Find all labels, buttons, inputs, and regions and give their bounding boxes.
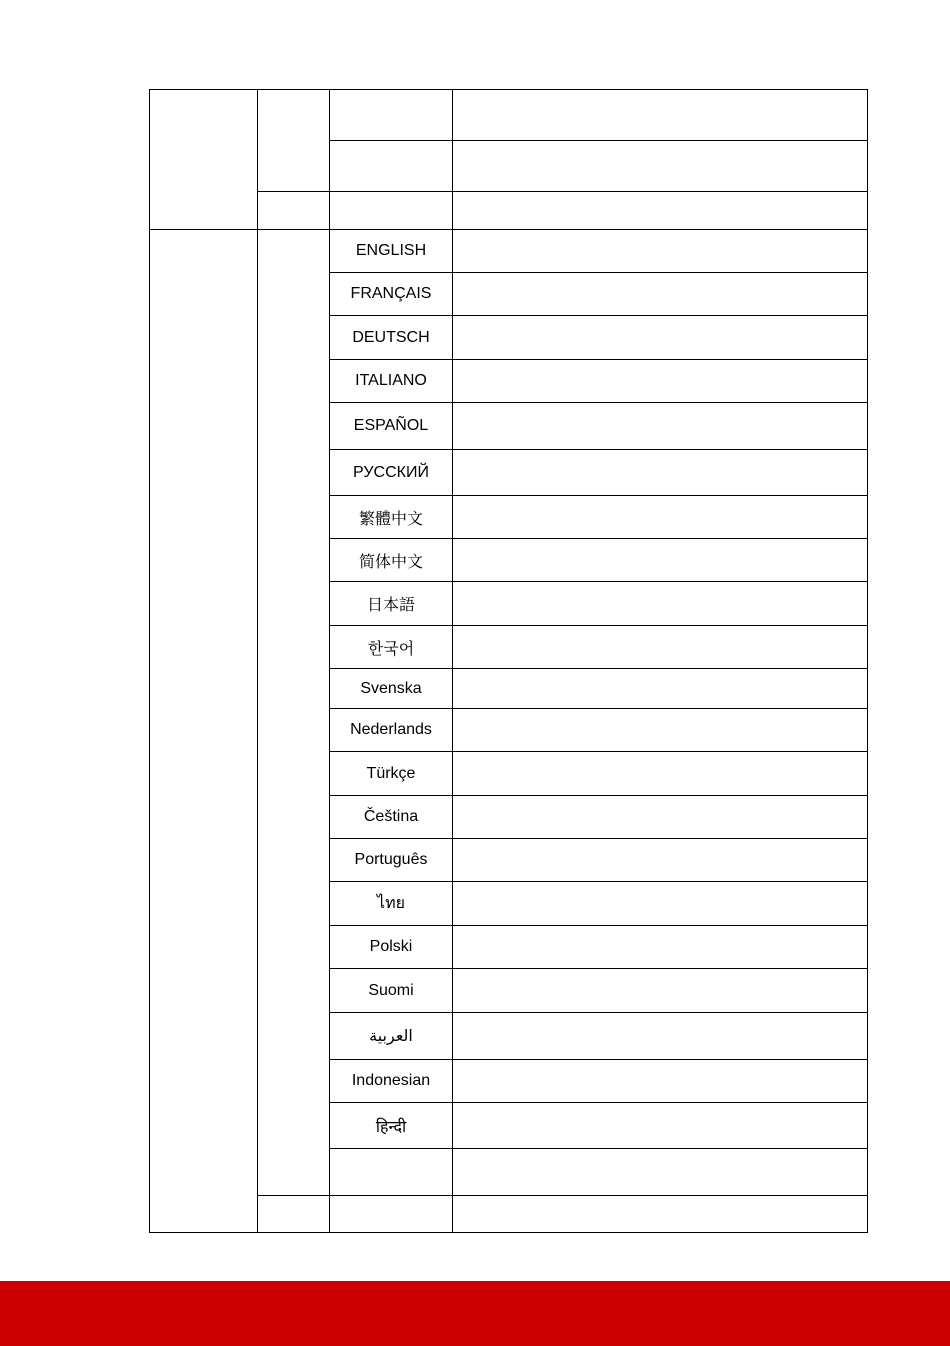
description-cell xyxy=(453,969,868,1013)
language-option: Nederlands xyxy=(330,709,453,752)
osd-menu-table xyxy=(149,89,868,1233)
language-option: РУССКИЙ xyxy=(330,450,453,496)
description-cell xyxy=(453,403,868,450)
table-row xyxy=(150,90,868,141)
language-option: ไทย xyxy=(330,882,453,926)
submenu-cell xyxy=(258,90,330,192)
table-row xyxy=(150,1196,868,1233)
language-option: العربية xyxy=(330,1013,453,1060)
description-cell xyxy=(453,582,868,626)
language-option xyxy=(330,1149,453,1196)
language-option: Polski xyxy=(330,926,453,969)
language-option: 한국어 xyxy=(330,626,453,669)
language-option: Suomi xyxy=(330,969,453,1013)
menu-category-cell xyxy=(150,230,258,1233)
description-cell xyxy=(453,141,868,192)
submenu-cell xyxy=(258,230,330,1196)
description-cell xyxy=(453,450,868,496)
description-cell xyxy=(453,626,868,669)
description-cell xyxy=(453,316,868,360)
language-option: Português xyxy=(330,839,453,882)
description-cell xyxy=(453,669,868,709)
language-option: Türkçe xyxy=(330,752,453,796)
submenu-cell xyxy=(258,192,330,230)
language-option: Indonesian xyxy=(330,1060,453,1103)
option-cell xyxy=(330,1196,453,1233)
language-option: 日本語 xyxy=(330,582,453,626)
description-cell xyxy=(453,230,868,273)
language-option: 繁體中文 xyxy=(330,496,453,539)
table-row xyxy=(150,192,868,230)
option-cell xyxy=(330,90,453,141)
option-cell xyxy=(330,192,453,230)
description-cell xyxy=(453,192,868,230)
footer-bar xyxy=(0,1281,950,1346)
description-cell xyxy=(453,90,868,141)
description-cell xyxy=(453,1060,868,1103)
description-cell xyxy=(453,273,868,316)
language-option: DEUTSCH xyxy=(330,316,453,360)
menu-category-cell xyxy=(150,90,258,230)
description-cell xyxy=(453,360,868,403)
description-cell xyxy=(453,752,868,796)
submenu-cell xyxy=(258,1196,330,1233)
language-option: Čeština xyxy=(330,796,453,839)
option-cell xyxy=(330,141,453,192)
table-row xyxy=(150,230,868,273)
language-option: ITALIANO xyxy=(330,360,453,403)
language-option: 简体中文 xyxy=(330,539,453,582)
description-cell xyxy=(453,839,868,882)
description-cell xyxy=(453,709,868,752)
language-option: FRANÇAIS xyxy=(330,273,453,316)
language-option: ESPAÑOL xyxy=(330,403,453,450)
language-option: हिन्दी xyxy=(330,1103,453,1149)
language-option: ENGLISH xyxy=(330,230,453,273)
description-cell xyxy=(453,1013,868,1060)
description-cell xyxy=(453,496,868,539)
description-cell xyxy=(453,796,868,839)
description-cell xyxy=(453,926,868,969)
language-option: Svenska xyxy=(330,669,453,709)
description-cell xyxy=(453,1196,868,1233)
description-cell xyxy=(453,1149,868,1196)
description-cell xyxy=(453,1103,868,1149)
description-cell xyxy=(453,539,868,582)
description-cell xyxy=(453,882,868,926)
